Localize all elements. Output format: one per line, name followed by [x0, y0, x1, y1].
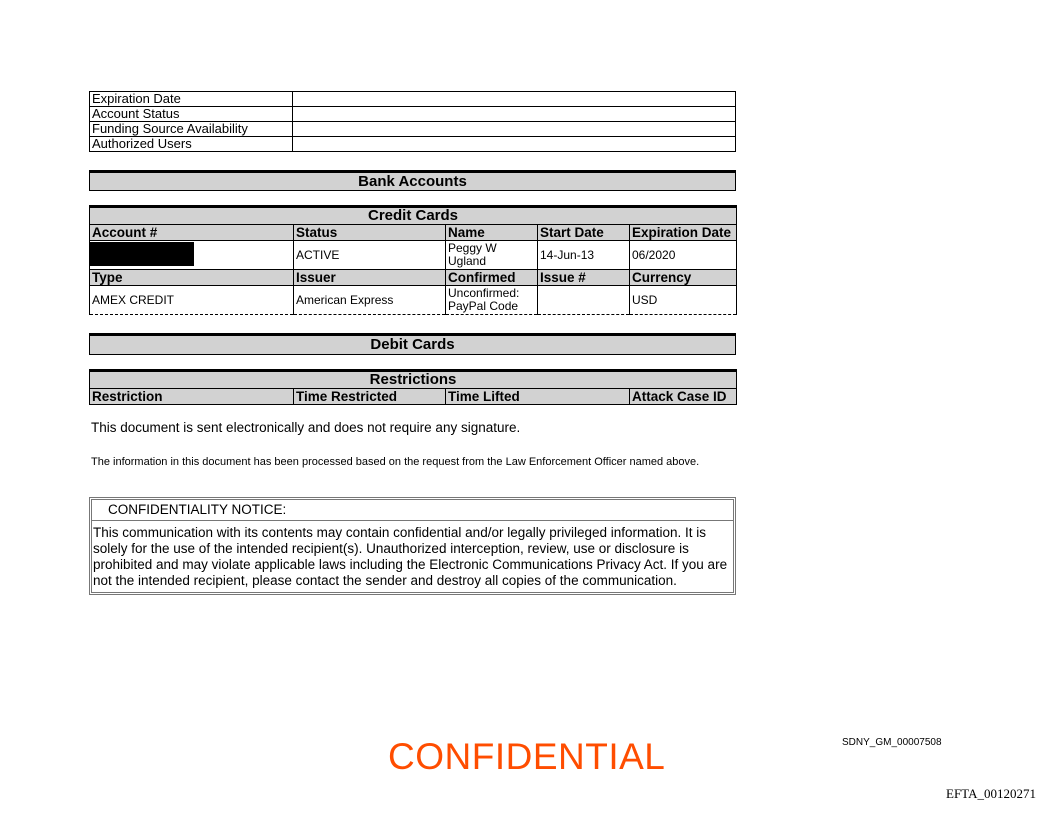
- signature-statement: This document is sent electronically and does not require any signature.: [91, 420, 521, 435]
- bates-number-top: SDNY_GM_00007508: [842, 737, 942, 748]
- confidential-watermark: CONFIDENTIAL: [388, 736, 666, 777]
- credit-cards-header-row: [90, 225, 737, 241]
- redaction-box: [90, 242, 194, 266]
- column-header: Name: [446, 225, 538, 241]
- status-cell: ACTIVE: [294, 241, 446, 270]
- credit-cards-table: [89, 205, 737, 315]
- name-cell: Peggy W Ugland: [446, 241, 538, 270]
- field-label: Funding Source Availability: [90, 122, 293, 137]
- column-header: Confirmed: [446, 270, 538, 286]
- column-header: Attack Case ID: [630, 389, 737, 405]
- field-label: Authorized Users: [90, 137, 293, 152]
- field-value: [293, 92, 736, 107]
- field-label: Account Status: [90, 107, 293, 122]
- type-cell: AMEX CREDIT: [90, 286, 294, 315]
- credit-cards-title: Credit Cards: [90, 207, 737, 225]
- column-header: Issue #: [538, 270, 630, 286]
- currency-cell: USD: [630, 286, 737, 315]
- column-header: Restriction: [90, 389, 294, 405]
- issue-number-cell: [538, 286, 630, 315]
- column-header: [538, 389, 630, 405]
- processed-note: The information in this document has been processed based on the request from the Law Enforcement Officer named above.: [91, 456, 700, 468]
- field-value: [293, 107, 736, 122]
- column-header: Time Restricted: [294, 389, 446, 405]
- table-row: [90, 107, 736, 122]
- restrictions-table: [89, 369, 737, 405]
- expiration-date-cell: 06/2020: [630, 241, 737, 270]
- debit-cards-heading: Debit Cards: [89, 333, 736, 355]
- field-label: Expiration Date: [90, 92, 293, 107]
- field-value: [293, 137, 736, 152]
- start-date-cell: 14-Jun-13: [538, 241, 630, 270]
- field-value: [293, 122, 736, 137]
- column-header: Type: [90, 270, 294, 286]
- column-header: Time Lifted: [446, 389, 538, 405]
- restrictions-header-row: [90, 389, 737, 405]
- table-row: [90, 92, 736, 107]
- table-row: [90, 122, 736, 137]
- column-header: Start Date: [538, 225, 630, 241]
- issuer-cell: American Express: [294, 286, 446, 315]
- account-number-cell: [90, 241, 294, 270]
- account-details-table: [89, 91, 736, 152]
- bank-accounts-heading: Bank Accounts: [89, 170, 736, 191]
- credit-cards-header-row: [90, 270, 737, 286]
- column-header: Currency: [630, 270, 737, 286]
- confirmed-cell: Unconfirmed: PayPal Code: [446, 286, 538, 315]
- notice-body: This communication with its contents may contain confidential and/or legally privileged information. It is solely for the use of the intended recipient(s). Unauthorized interception, review, use or disclosure is prohibited and may violate applicable laws including the Electronic Communications Privacy Act. If you are not the intended recipient, please contact the sender and destroy all copies of the communication.: [93, 525, 728, 588]
- bates-number-bottom: EFTA_00120271: [946, 786, 1036, 801]
- table-row: [90, 241, 737, 270]
- restrictions-title-row: [90, 371, 737, 389]
- notice-divider: [92, 520, 733, 521]
- column-header: Expiration Date: [630, 225, 737, 241]
- notice-title: CONFIDENTIALITY NOTICE:: [108, 502, 287, 517]
- table-row: [90, 286, 737, 315]
- column-header: Status: [294, 225, 446, 241]
- table-row: [90, 137, 736, 152]
- column-header: Issuer: [294, 270, 446, 286]
- restrictions-title: Restrictions: [90, 371, 737, 389]
- credit-cards-title-row: [90, 207, 737, 225]
- confidentiality-notice: [89, 497, 736, 595]
- column-header: Account #: [90, 225, 294, 241]
